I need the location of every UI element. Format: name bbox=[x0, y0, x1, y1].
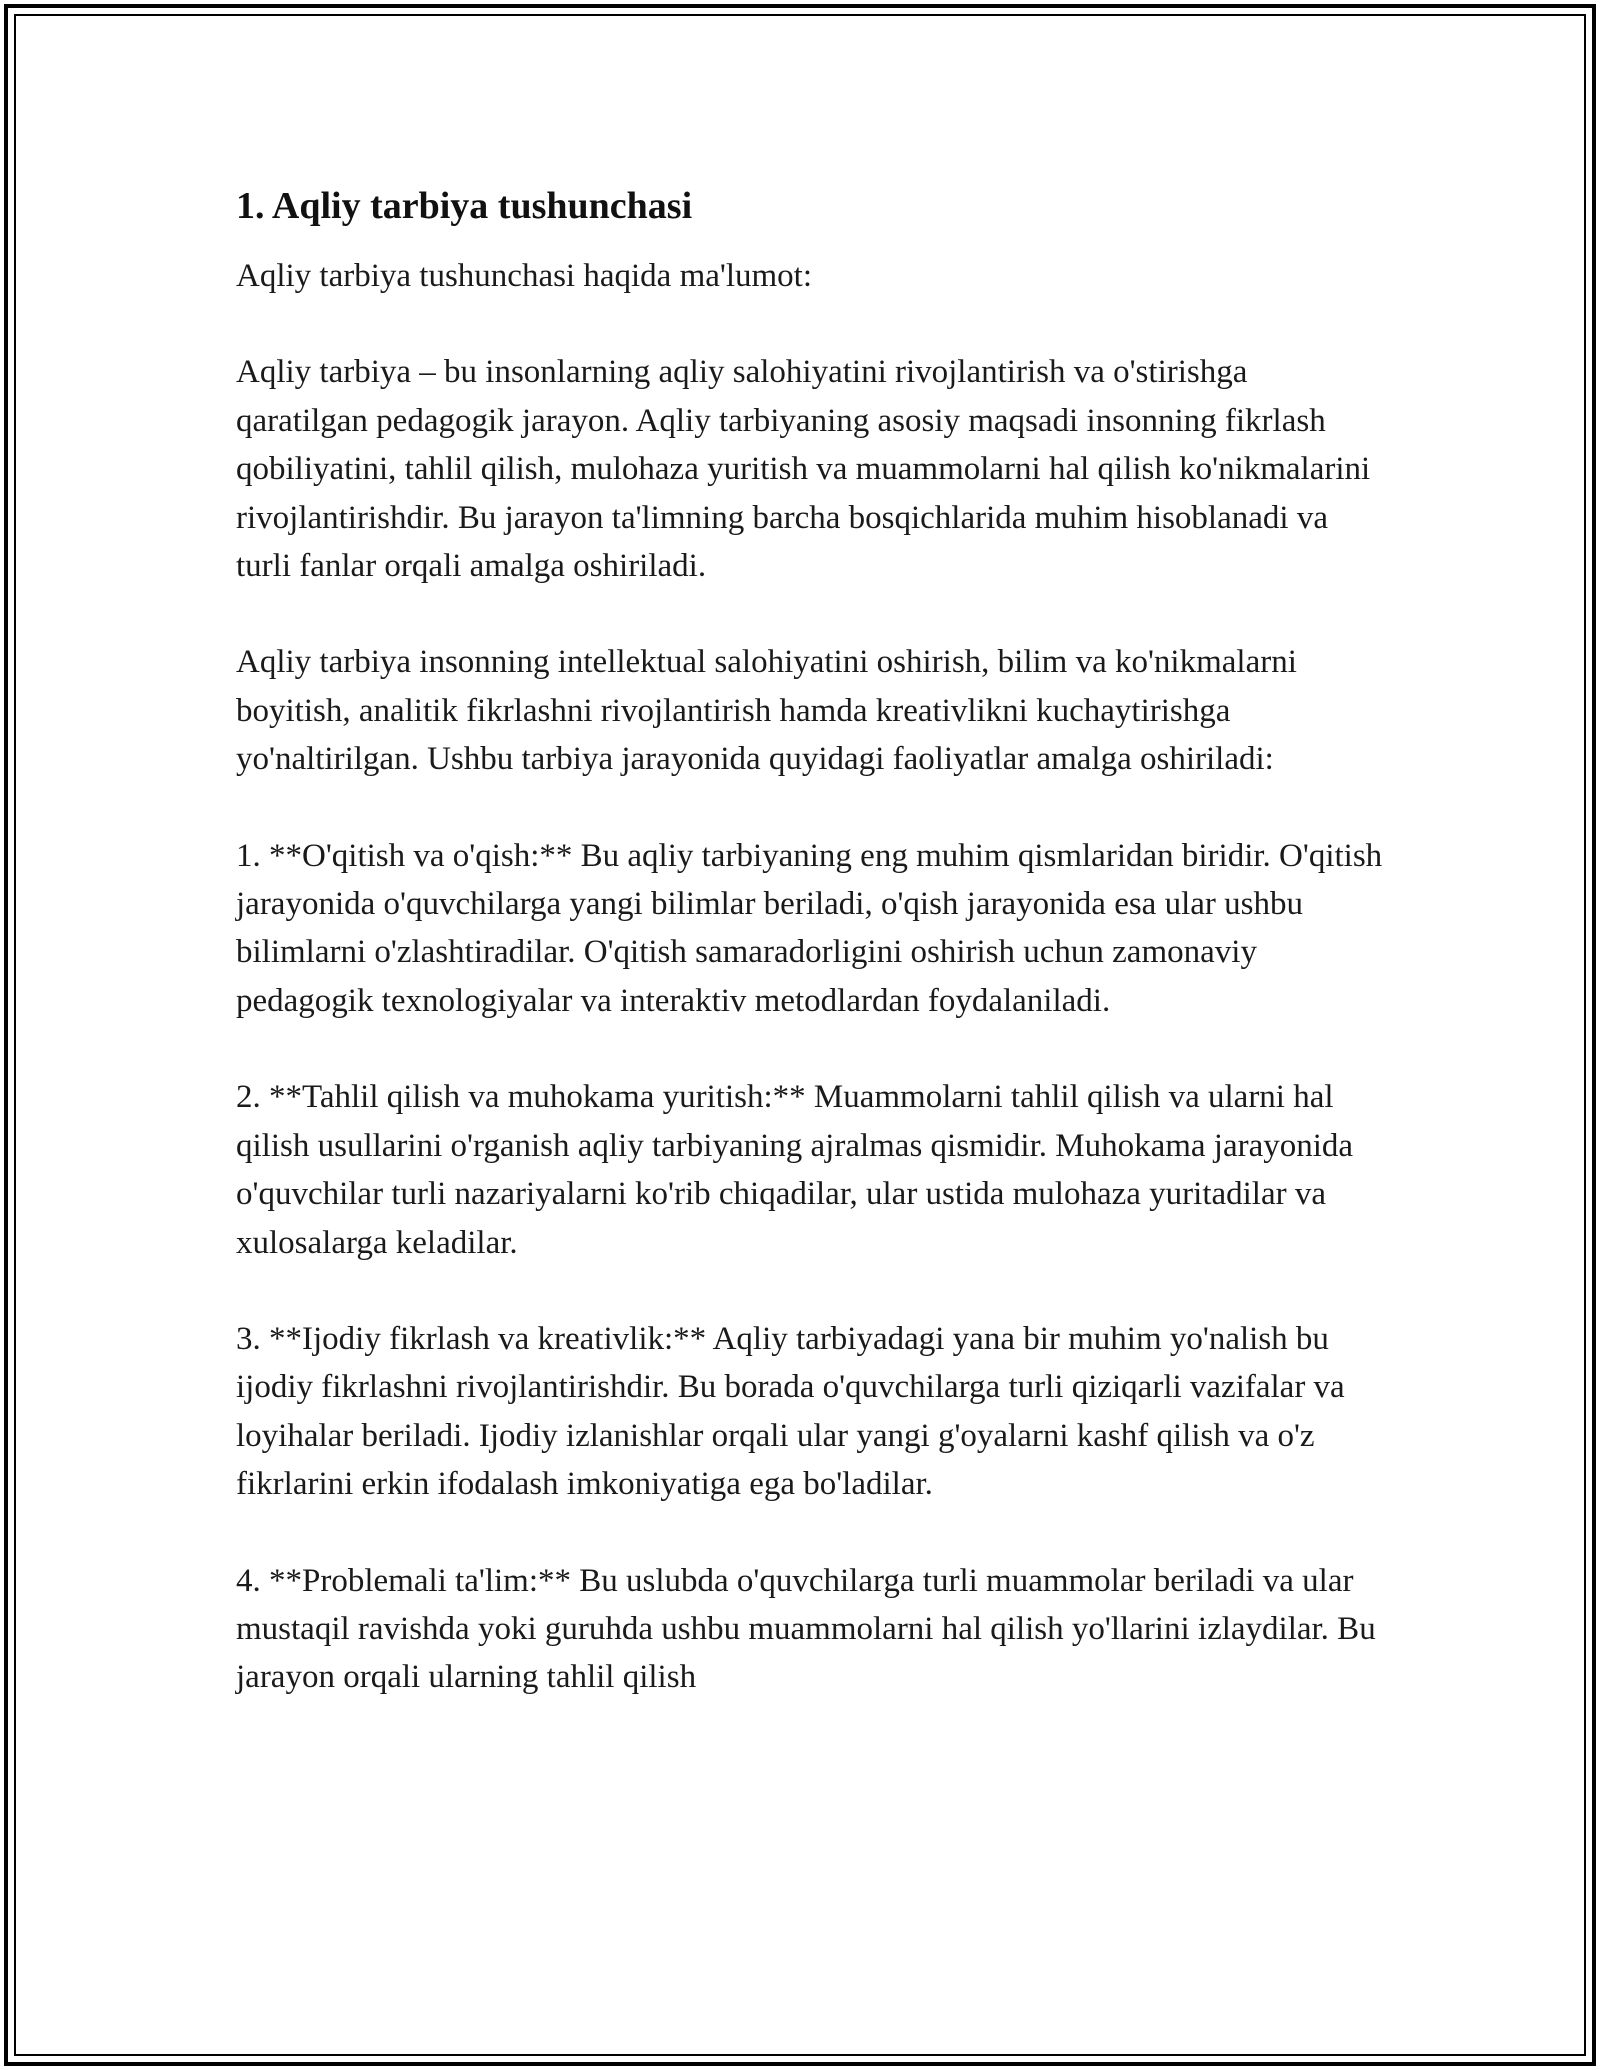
list-item-problem-learning: 4. **Problemali ta'lim:** Bu uslubda o'quvchilarga turli muammolar beriladi va ular mustaqil ravishda yoki guruhda ushbu muammolarni hal qilish yo'llarini izlaydilar. Bu jarayon orqali ularning tahlil qilish bbox=[236, 1562, 1376, 1696]
section-heading: 1. Aqliy tarbiya tushunchasi bbox=[236, 185, 693, 227]
activities-intro-paragraph: Aqliy tarbiya insonning intellektual salohiyatini oshirish, bilim va ko'nikmalarni boyitish, analitik fikrlashni rivojlantirish hamda kreativlikni kuchaytirishga yo'naltirilgan. Ushbu tarbiya jarayonida quyidagi faoliyatlar amalga oshiriladi: bbox=[236, 644, 1297, 778]
intro-paragraph: Aqliy tarbiya tushunchasi haqida ma'lumot: bbox=[236, 258, 813, 294]
list-item-analysis: 2. **Tahlil qilish va muhokama yuritish:** Muammolarni tahlil qilish va ularni hal qilish usullarini o'rganish aqliy tarbiyaning ajralmas qismidir. Muhokama jarayonida o'quvchilar turli nazariyalarni ko'rib chiqadilar, ular ustida mulohaza yuritadilar va xulosalarga keladilar. bbox=[236, 1079, 1354, 1261]
document-body bbox=[236, 182, 1386, 1702]
definition-paragraph: Aqliy tarbiya – bu insonlarning aqliy salohiyatini rivojlantirish va o'stirishga qaratilgan pedagogik jarayon. Aqliy tarbiyaning asosiy maqsadi insonning fikrlash qobiliyatini, tahlil qilish, mulohaza yuritish va muammolarni hal qilish ko'nikmalarini rivojlantirishdir. Bu jarayon ta'limning barcha bosqichlarida muhim hisoblanadi va turli fanlar orqali amalga oshiriladi. bbox=[236, 354, 1371, 585]
list-item-creativity: 3. **Ijodiy fikrlash va kreativlik:** Aqliy tarbiyadagi yana bir muhim yo'nalish bu ijodiy fikrlashni rivojlantirishdir. Bu borada o'quvchilarga turli qiziqarli vazifalar va loyihalar beriladi. Ijodiy izlanishlar orqali ular yangi g'oyalarni kashf qilish va o'z fikrlarini erkin ifodalash imkoniyatiga ega bo'ladilar. bbox=[236, 1320, 1345, 1503]
list-item-teaching: 1. **O'qitish va o'qish:** Bu aqliy tarbiyaning eng muhim qismlaridan biridir. O'qitish jarayonida o'quvchilarga yangi bilimlar beriladi, o'qish jarayonida esa ular ushbu bilimlarni o'zlashtiradilar. O'qitish samaradorligini oshirish uchun zamonaviy pedagogik texnologiyalar va interaktiv metodlardan foydalaniladi. bbox=[236, 837, 1383, 1019]
